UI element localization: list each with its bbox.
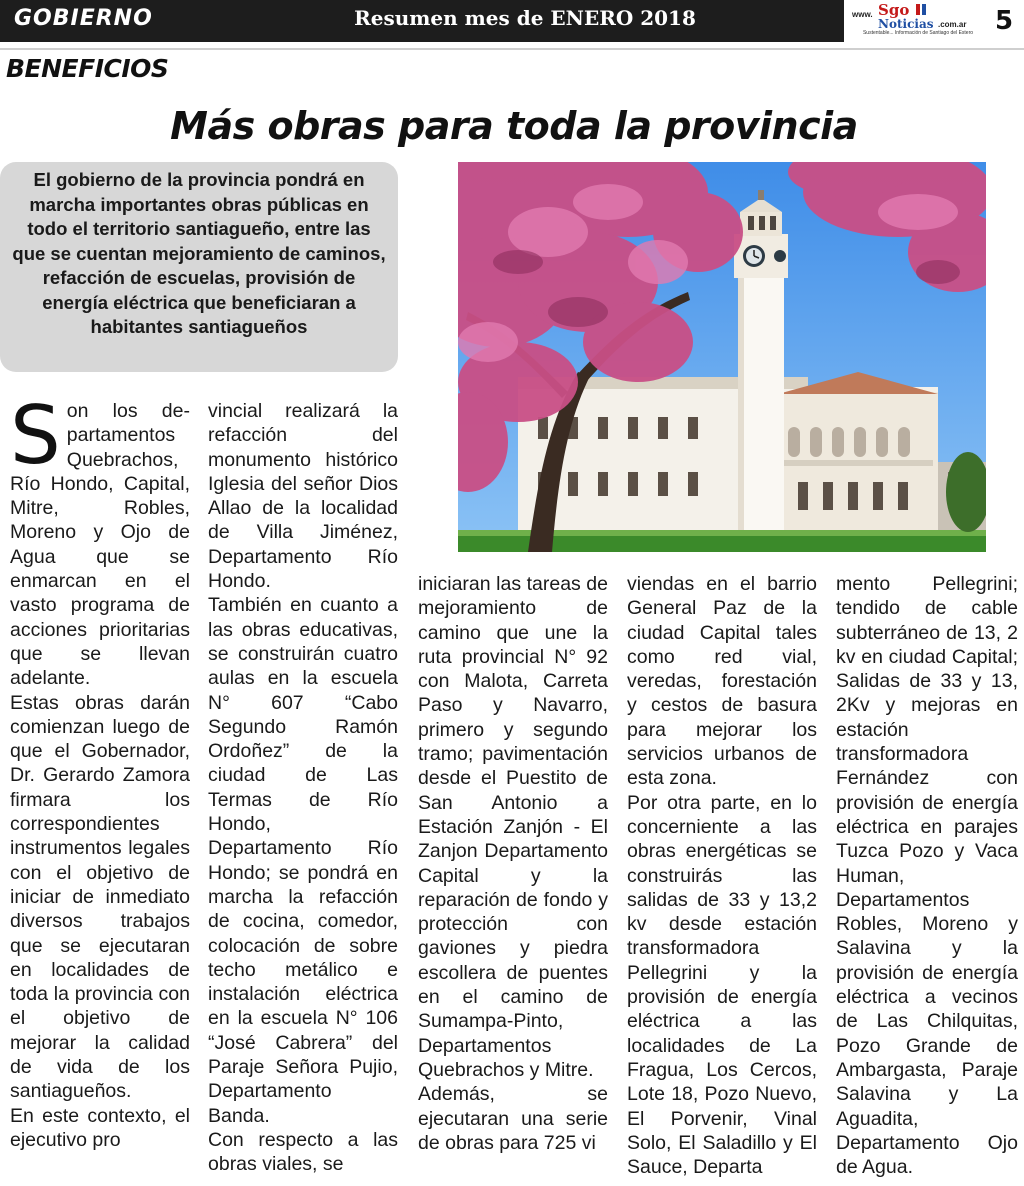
col2-paragraph-3: Con respecto a las obras viales, se — [208, 1128, 398, 1176]
logo-mark-icon — [916, 4, 920, 15]
article-kicker: BENEFICIOS — [6, 54, 169, 83]
col1-paragraph-2: Estas obras darán comienzan luego de que el Gobernador, Dr. Gerardo Zamora firmara los correspondientes instrumentos legales con el objetivo de iniciar de inmediato diversos trabajos que se ejecutaran en localidades de toda la provincia con el objetivo de mejorar la calidad de vida de los santiagueños. — [10, 691, 190, 1103]
col3-paragraph-1: iniciaran las tareas de mejoramiento de camino que une la ruta provincial N° 92 con Malota, Carreta Paso y Navarro, primero y segundo tramo; pavimentación desde el Puestito de San Antonio a Estación Zanjón - El Zanjon Departamento Capital y la reparación de fondo y protección con gaviones y piedra escollera de puentes en el camino de Sumampa-Pinto, Departamentos Quebrachos y Mitre. — [418, 573, 608, 1081]
logo-mark-icon-2 — [922, 4, 926, 15]
logo-domain: .com.ar — [938, 20, 967, 29]
header-divider — [0, 48, 1024, 50]
logo-www: www. — [852, 10, 873, 19]
issue-label: Resumen mes de ENERO 2018 — [354, 6, 696, 30]
body-column-4 — [627, 572, 817, 1179]
dropcap: S — [10, 389, 61, 482]
col1-paragraph-3: En este contexto, el ejecutivo pro — [10, 1104, 190, 1151]
col4-paragraph-1: viendas en el barrio General Paz de la ciudad Capital tales como red vial, veredas, forestación y cestos de basura para mejorar los servicios urbanos de esta zona. — [627, 573, 817, 790]
page-header — [0, 0, 1024, 42]
body-column-3 — [418, 572, 608, 1155]
logo-noticias: Noticias — [878, 17, 934, 31]
col2-paragraph-1: vincial realizará la refacción del monumento histórico Iglesia del señor Dios Allao de la localidad de Villa Jiménez, Departamento Río Hondo. — [208, 400, 398, 593]
col2-paragraph-2: También en cuanto a las obras educativas, se construirán cuatro aulas en la escuela N° 607 “Cabo Segundo Ramón Ordoñez” de la ciudad de Las Termas de Río Hondo, Departamento Río Hondo; se pondrá en marcha la refacción de cocina, comedor, colocación de sobre techo metálico e instalación eléctrica en la escuela N° 106 “José Cabrera” del Paraje Señora Pujio, Departamento Banda. — [208, 594, 398, 1127]
sgo-noticias-logo[interactable] — [842, 0, 984, 42]
col5-paragraph-1: mento Pellegrini; tendido de cable subterráneo de 13, 2 kv en ciudad Capital; Salidas de 33 y 13, 2Kv y mejoras en estación transformadora Fernández con provisión de energía eléctrica en parajes Tuzca Pozo y Vaca Human, Departamentos Robles, Moreno y Salavina y la provisión de energía eléctrica a vecinos de Las Chilquitas, Pozo Grande de Ambargasta, Paraje Salavina y La Aguadita, Departamento Ojo de Agua. — [836, 573, 1018, 1179]
logo-tagline: Sustentable... Información de Santiago del Estero — [862, 30, 974, 36]
body-column-2 — [208, 399, 398, 1177]
body-column-1 — [10, 389, 190, 1152]
col4-paragraph-2: Por otra parte, en lo concerniente a las obras energéticas se construirás las salidas de 33 y 13,2 kv desde estación transformadora Pellegrini y la provisión de energía eléctrica a las localidades de La Fragua, Los Cercos, Lote 18, Pozo Nuevo, El Porvenir, Vinal Solo, El Saladillo y El Sauce, Departa — [627, 791, 817, 1179]
col1-paragraph-1: on los departamentos Quebrachos, Río Hondo, Capital, Mitre, Robles, Moreno y Ojo de Agua que se enmarcan en el vasto programa de acciones prioritarias que se llevan adelante. — [10, 400, 190, 690]
article-headline: Más obras para toda la provincia — [170, 104, 858, 148]
page-number: 5 — [984, 0, 1024, 42]
clock-tower-photo — [458, 162, 986, 552]
col3-paragraph-2: Además, se ejecutaran una serie de obras para 725 vi — [418, 1083, 608, 1154]
logo-sgo: Sgo — [878, 1, 910, 19]
section-label: GOBIERNO — [14, 6, 153, 31]
article-lead: El gobierno de la provincia pondrá en marcha importantes obras públicas en todo el territorio santiagueño, entre las que se cuentan mejoramiento de caminos, refacción de escuelas, provisión de energía eléctrica que beneficiaran a habitantes santiagueños — [0, 162, 398, 372]
body-column-5 — [836, 572, 1018, 1179]
